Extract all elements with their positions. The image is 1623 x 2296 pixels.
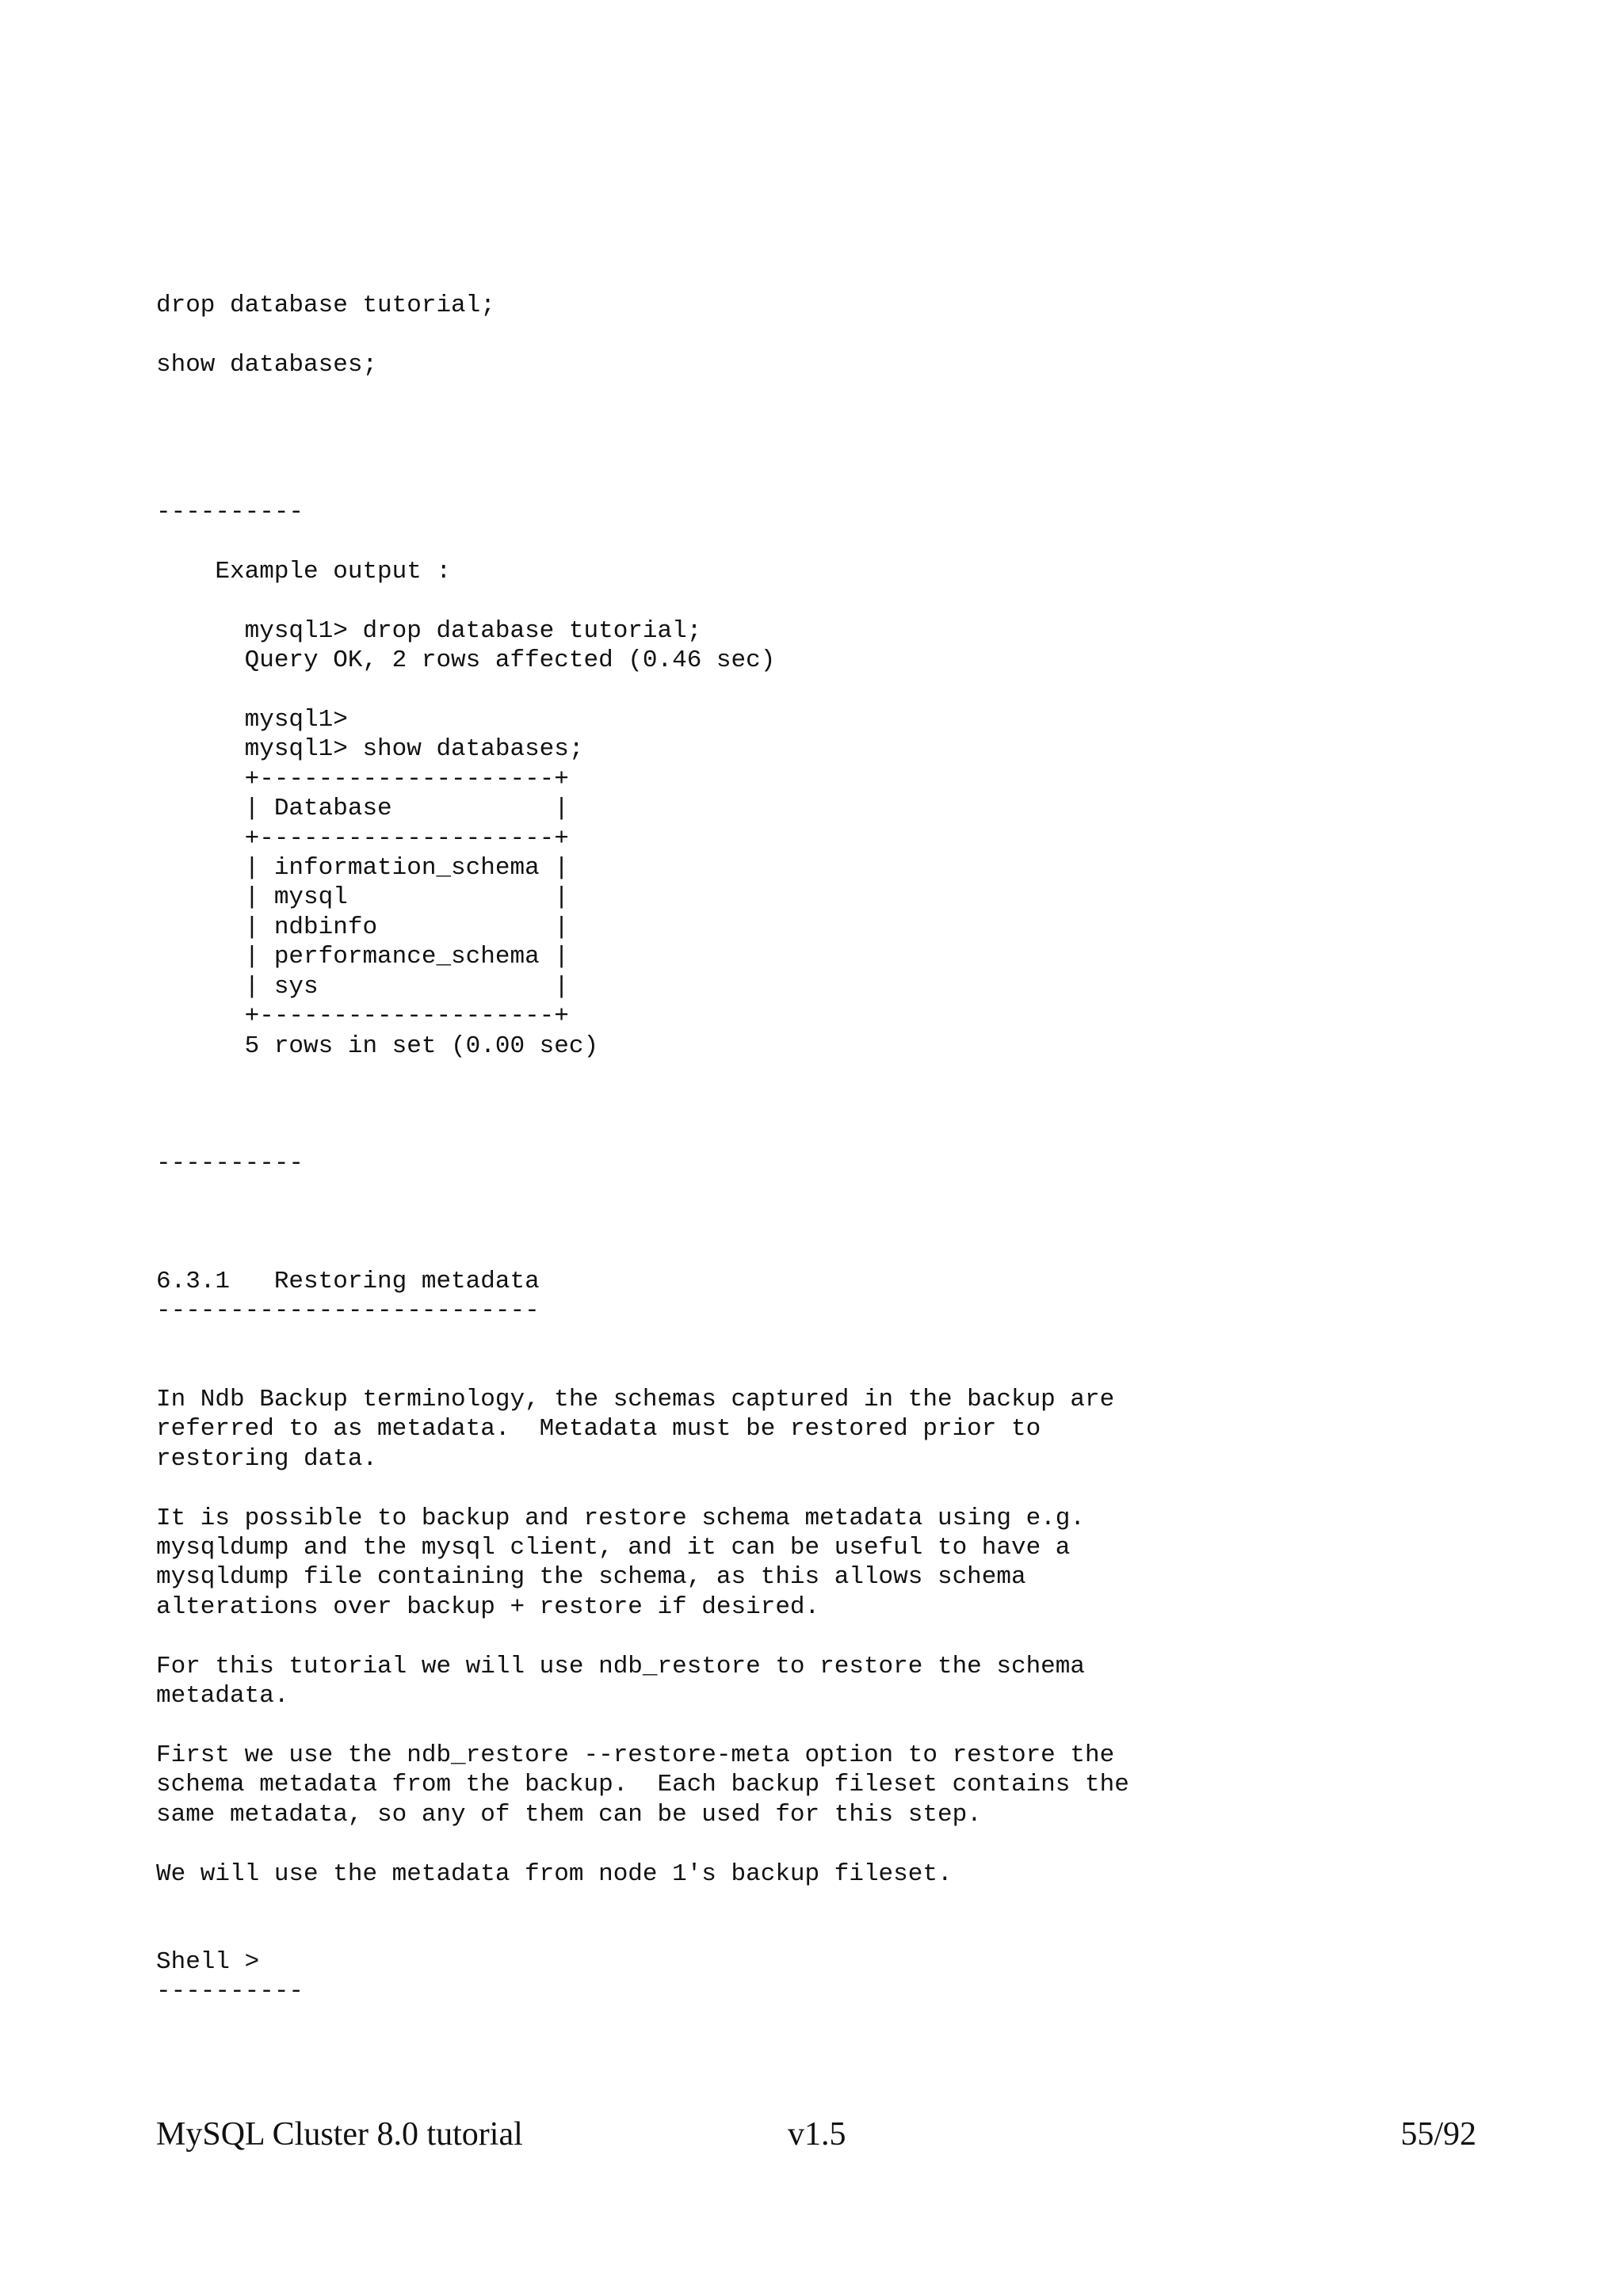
body-text: In Ndb Backup terminology, the schemas captured in the backup are referred to as metadata. Metadata must be restored prior to restoring data. It is possible to backup and restore schema metadata using e.g. mysqldump and the mysql client, and it can be useful to have a mysqldump file containing the schema, as this allows schema alterations over backup + restore if desired. For this tutorial we will use ndb_restore to restore the schema metadata. First we use the ndb_restore --restore-meta option to restore the schema metadata from the backup. Each backup fileset contains the same metadata, so any of them can be used for this step. We will use the metadata from node 1's backup fileset. (156, 1386, 1129, 1888)
separator-line: ---------- (156, 1150, 304, 1177)
footer-version: v1.5 (788, 2116, 846, 2153)
example-output-block: Example output : mysql1> drop database tutorial; Query OK, 2 rows affected (0.46 sec) mysql1> mysql1> show databases; +--------------------+ | Database | +--------------------+ | information_schema | | mysql | | ndbinfo | | performance_schema | | sys | +--------------------+ 5 rows in set (0.00 sec) (215, 558, 776, 1060)
footer-document-title: MySQL Cluster 8.0 tutorial (156, 2116, 523, 2153)
separator-line: ---------- (156, 498, 304, 526)
section-heading: 6.3.1 Restoring metadata -------------------------- (156, 1268, 540, 1325)
shell-prompt-block: Shell > ---------- (156, 1948, 304, 2006)
footer-page-number: 55/92 (1400, 2116, 1476, 2153)
sql-commands-block: drop database tutorial; show databases; (156, 292, 495, 379)
